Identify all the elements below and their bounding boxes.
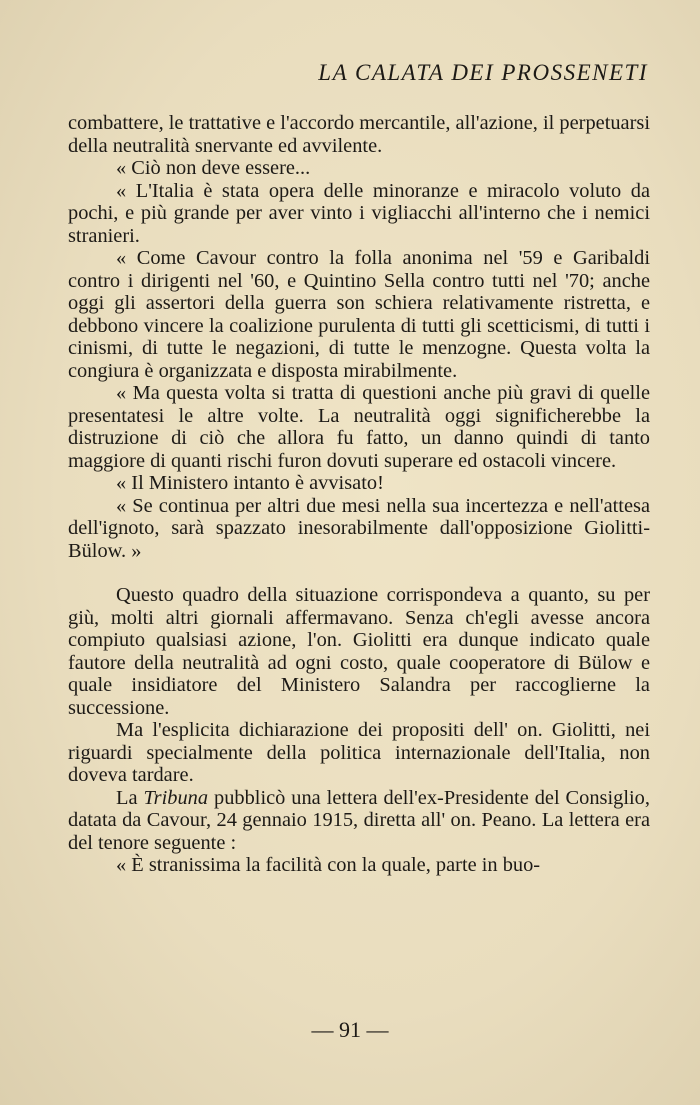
newspaper-title: Tribuna [143,786,209,809]
page-number: — 91 — [311,1017,389,1042]
paragraph-rest: pubblicò una lettera dell'ex-Presidente del Consiglio, datata da Cavour, 24 gennaio 1915, diretta all' on. Peano. La lettera era del tenore seguente : [68,786,650,854]
page-body [68,112,650,877]
paragraph: combattere, le trattative e l'accordo mercantile, all'azione, il perpetuarsi della neutralità snervante ed avvilente. [68,112,650,157]
paragraph: « Come Cavour contro la folla anonima nel '59 e Garibaldi contro i dirigenti nel '60, e Quintino Sella contro tutti nel '70; anche oggi gli assertori della guerra son schiera relativamente ristretta, e debbono vincere la coalizione purulenta di tutti gli scetticismi, di tutti i cinismi, di tutte le negazioni, di tutte le menzogne. Questa volta la congiura è organizzata e disposta mirabilmente. [68,247,650,382]
paragraph: « Ma questa volta si tratta di questioni anche più gravi di quelle presentatesi le altre volte. La neutralità oggi significherebbe la distruzione di ciò che allora fu fatto, un danno quindi di tanto maggiore di quanti rischi furon dovuti superare ed ostacoli vincere. [68,382,650,472]
paragraph: « Se continua per altri due mesi nella sua incertezza e nell'attesa dell'ignoto, sarà spazzato inesorabilmente dall'opposizione Giolitti-Bülow. » [68,494,650,562]
paragraph: « È stranissima la facilità con la quale, parte in buo- [116,854,541,876]
paragraph-prefix: La [116,786,138,809]
running-head: LA CALATA DEI PROSSENETI [318,60,648,85]
paragraph: Questo quadro della situazione corrispondeva a quanto, su per giù, molti altri giornali affermavano. Senza ch'egli avesse ancora compiuto qualsiasi azione, l'on. Giolitti era dunque indicato quale fautore della neutralità ad ogni costo, quale cooperatore di Bülow e quale insidiatore del Ministero Salandra per raccoglierne la successione. [68,584,650,719]
section-gap [68,562,650,584]
paragraph: « L'Italia è stata opera delle minoranze e miracolo voluto da pochi, e più grande per aver vinto i vigliacchi all'interno che i nemici stranieri. [68,179,650,247]
paragraph: « Il Ministero intanto è avvisato! [116,472,384,494]
paragraph: « Ciò non deve essere... [116,157,311,179]
paragraph-tribuna [68,787,650,855]
paragraph: Ma l'esplicita dichiarazione dei propositi dell' on. Giolitti, nei riguardi specialmente della politica internazionale dell'Italia, non doveva tardare. [68,719,650,786]
